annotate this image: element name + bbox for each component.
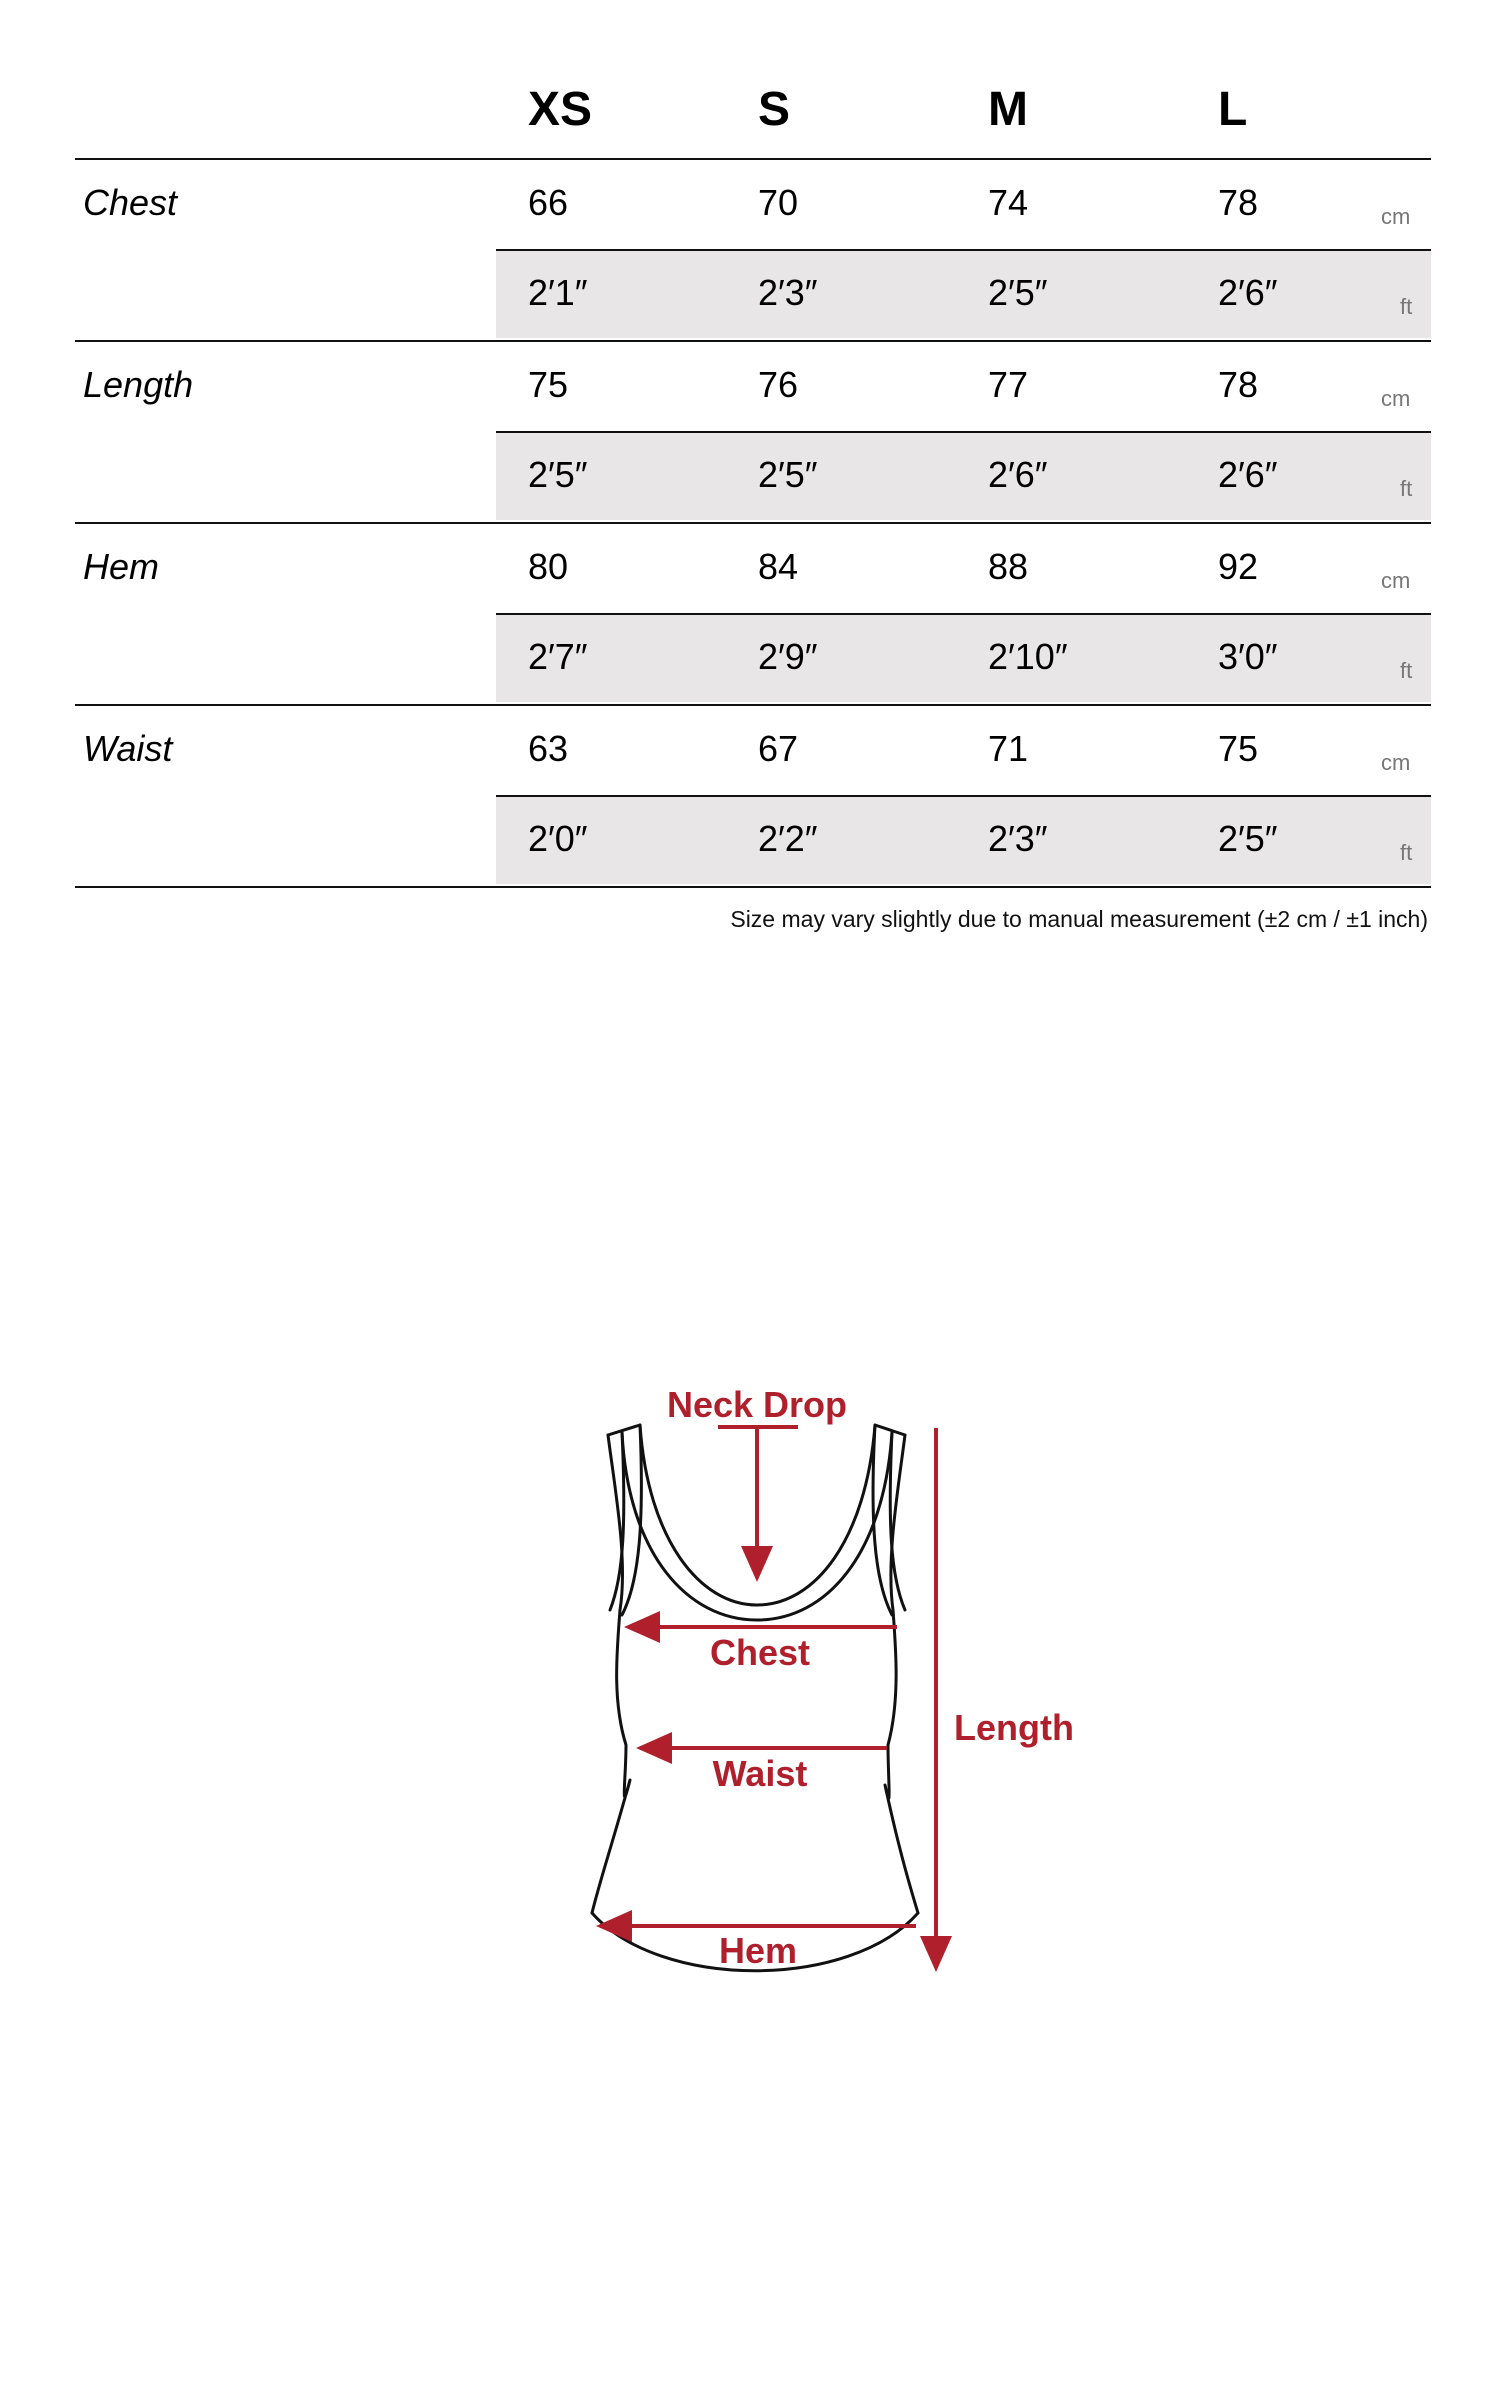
size-header-s: S: [758, 83, 791, 136]
unit-ft: ft: [1400, 476, 1413, 501]
cell-value: 2′9″: [758, 636, 818, 677]
cell-value: 78: [1218, 182, 1259, 223]
cell-value: 2′3″: [758, 272, 818, 313]
cell-value: 2′5″: [988, 272, 1048, 313]
waist-label: Waist: [712, 1753, 808, 1794]
unit-ft: ft: [1400, 658, 1413, 683]
cell-value: 84: [758, 546, 799, 587]
cell-value: 2′5″: [758, 454, 818, 495]
unit-cm: cm: [1381, 386, 1411, 411]
neck-drop-label: Neck Drop: [666, 1384, 848, 1425]
cell-value: 78: [1218, 364, 1259, 405]
row-label-length: Length: [83, 364, 194, 405]
size-header-xs: XS: [528, 83, 593, 136]
unit-cm: cm: [1381, 750, 1411, 775]
size-header-m: M: [988, 83, 1028, 136]
cell-value: 2′6″: [988, 454, 1048, 495]
cell-value: 2′6″: [1218, 272, 1278, 313]
unit-cm: cm: [1381, 568, 1411, 593]
unit-ft: ft: [1400, 840, 1413, 865]
measurement-note: Size may vary slightly due to manual measurement (±2 cm / ±1 inch): [730, 906, 1428, 932]
cell-value: 92: [1218, 546, 1259, 587]
cell-value: 2′5″: [528, 454, 588, 495]
cell-value: 3′0″: [1218, 636, 1278, 677]
cell-value: 2′10″: [988, 636, 1068, 677]
cell-value: 70: [758, 182, 799, 223]
cell-value: 77: [988, 364, 1029, 405]
cell-value: 2′0″: [528, 818, 588, 859]
cell-value: 2′1″: [528, 272, 588, 313]
cell-value: 74: [988, 182, 1029, 223]
cell-value: 88: [988, 546, 1029, 587]
cell-value: 71: [988, 728, 1029, 769]
cell-value: 76: [758, 364, 799, 405]
cell-value: 2′6″: [1218, 454, 1278, 495]
cell-value: 67: [758, 728, 799, 769]
hem-label: Hem: [718, 1930, 798, 1971]
cell-value: 2′2″: [758, 818, 818, 859]
cell-value: 75: [528, 364, 569, 405]
size-header-l: L: [1218, 83, 1248, 136]
cell-value: 80: [528, 546, 569, 587]
chest-label: Chest: [709, 1632, 811, 1673]
cell-value: 66: [528, 182, 569, 223]
unit-ft: ft: [1400, 294, 1413, 319]
cell-value: 63: [528, 728, 569, 769]
unit-cm: cm: [1381, 204, 1411, 229]
cell-value: 2′7″: [528, 636, 588, 677]
cell-value: 2′5″: [1218, 818, 1278, 859]
row-label-hem: Hem: [83, 546, 160, 587]
row-label-chest: Chest: [83, 182, 178, 223]
cell-value: 75: [1218, 728, 1259, 769]
row-label-waist: Waist: [83, 728, 173, 769]
cell-value: 2′3″: [988, 818, 1048, 859]
length-label: Length: [954, 1707, 1074, 1748]
